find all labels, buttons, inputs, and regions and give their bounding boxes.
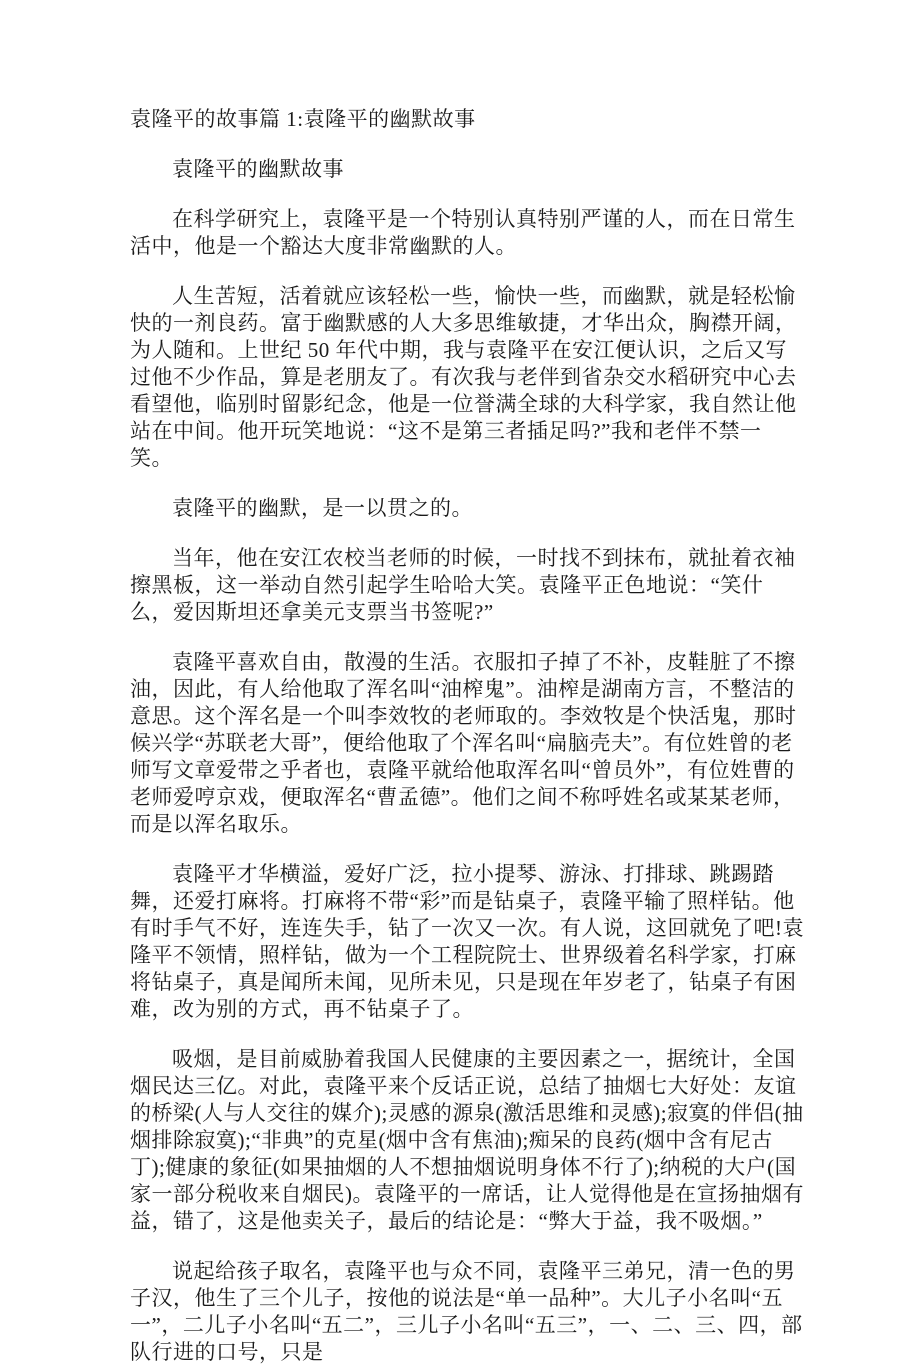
paragraph: 人生苦短，活着就应该轻松一些，愉快一些，而幽默，就是轻松愉快的一剂良药。富于幽默感的人大多思维敏捷，才华出众，胸襟开阔，为人随和。上世纪 50 年代中期，我与袁隆平在安江便认识，之后又写过他不少作品，算是老朋友了。有次我与老伴到省杂交水稻研究中心去看望他，临别时留影纪念，他是一位誉满全球的大科学家，我自然让他站在中间。他开玩笑地说：“这不是第三者插足吗?”我和老伴不禁一笑。 (130, 284, 797, 470)
document-title: 袁隆平的故事篇 1:袁隆平的幽默故事 (130, 107, 476, 131)
section-heading: 袁隆平的幽默故事 (172, 157, 344, 181)
paragraph: 袁隆平的幽默，是一以贯之的。 (172, 496, 473, 520)
paragraph: 袁隆平才华横溢，爱好广泛，拉小提琴、游泳、打排球、跳踢踏舞，还爱打麻将。打麻将不带“彩”而是钻桌子，袁隆平输了照样钻。他有时手气不好，连连失手，钻了一次又一次。有人说，这回就免了吧!袁隆平不领情，照样钻，做为一个工程院院士、世界级着名科学家，打麻将钻桌子，真是闻所未闻，见所未见，只是现在年岁老了，钻桌子有困难，改为别的方式，再不钻桌子了。 (130, 862, 804, 1021)
paragraph: 说起给孩子取名，袁隆平也与众不同，袁隆平三弟兄，清一色的男子汉，他生了三个儿子，按他的说法是“单一品种”。大儿子小名叫“五一”，二儿子小名叫“五二”，三儿子小名叫“五三”，一、二、三、四，部队行进的口号，只是 (130, 1259, 803, 1364)
paragraph: 吸烟，是目前威胁着我国人民健康的主要因素之一，据统计，全国烟民达三亿。对此，袁隆平来个反话正说，总结了抽烟七大好处：友谊的桥梁(人与人交往的媒介);灵感的源泉(激活思维和灵感);寂寞的伴侣(抽烟排除寂寞);“非典”的克星(烟中含有焦油);痴呆的良药(烟中含有尼古丁);健康的象征(如果抽烟的人不想抽烟说明身体不行了);纳税的大户(国家一部分税收来自烟民)。袁隆平的一席话，让人觉得他是在宣扬抽烟有益，错了，这是他卖关子，最后的结论是：“弊大于益，我不吸烟。” (130, 1047, 804, 1233)
paragraph: 当年，他在安江农校当老师的时候，一时找不到抹布，就扯着衣袖擦黑板，这一举动自然引起学生哈哈大笑。袁隆平正色地说：“笑什么，爱因斯坦还拿美元支票当书签呢?” (130, 546, 796, 624)
paragraph: 袁隆平喜欢自由，散漫的生活。衣服扣子掉了不补，皮鞋脏了不擦油，因此，有人给他取了浑名叫“油榨鬼”。油榨是湖南方言，不整洁的意思。这个浑名是一个叫李效牧的老师取的。李效牧是个快活鬼，那时候兴学“苏联老大哥”，便给他取了个浑名叫“扁脑壳夫”。有位姓曾的老师写文章爱带之乎者也，袁隆平就给他取浑名叫“曾员外”，有位姓曹的老师爱哼京戏，便取浑名“曹孟德”。他们之间不称呼姓名或某某老师，而是以浑名取乐。 (130, 650, 797, 836)
paragraph: 在科学研究上，袁隆平是一个特别认真特别严谨的人，而在日常生活中，他是一个豁达大度非常幽默的人。 (130, 207, 796, 258)
